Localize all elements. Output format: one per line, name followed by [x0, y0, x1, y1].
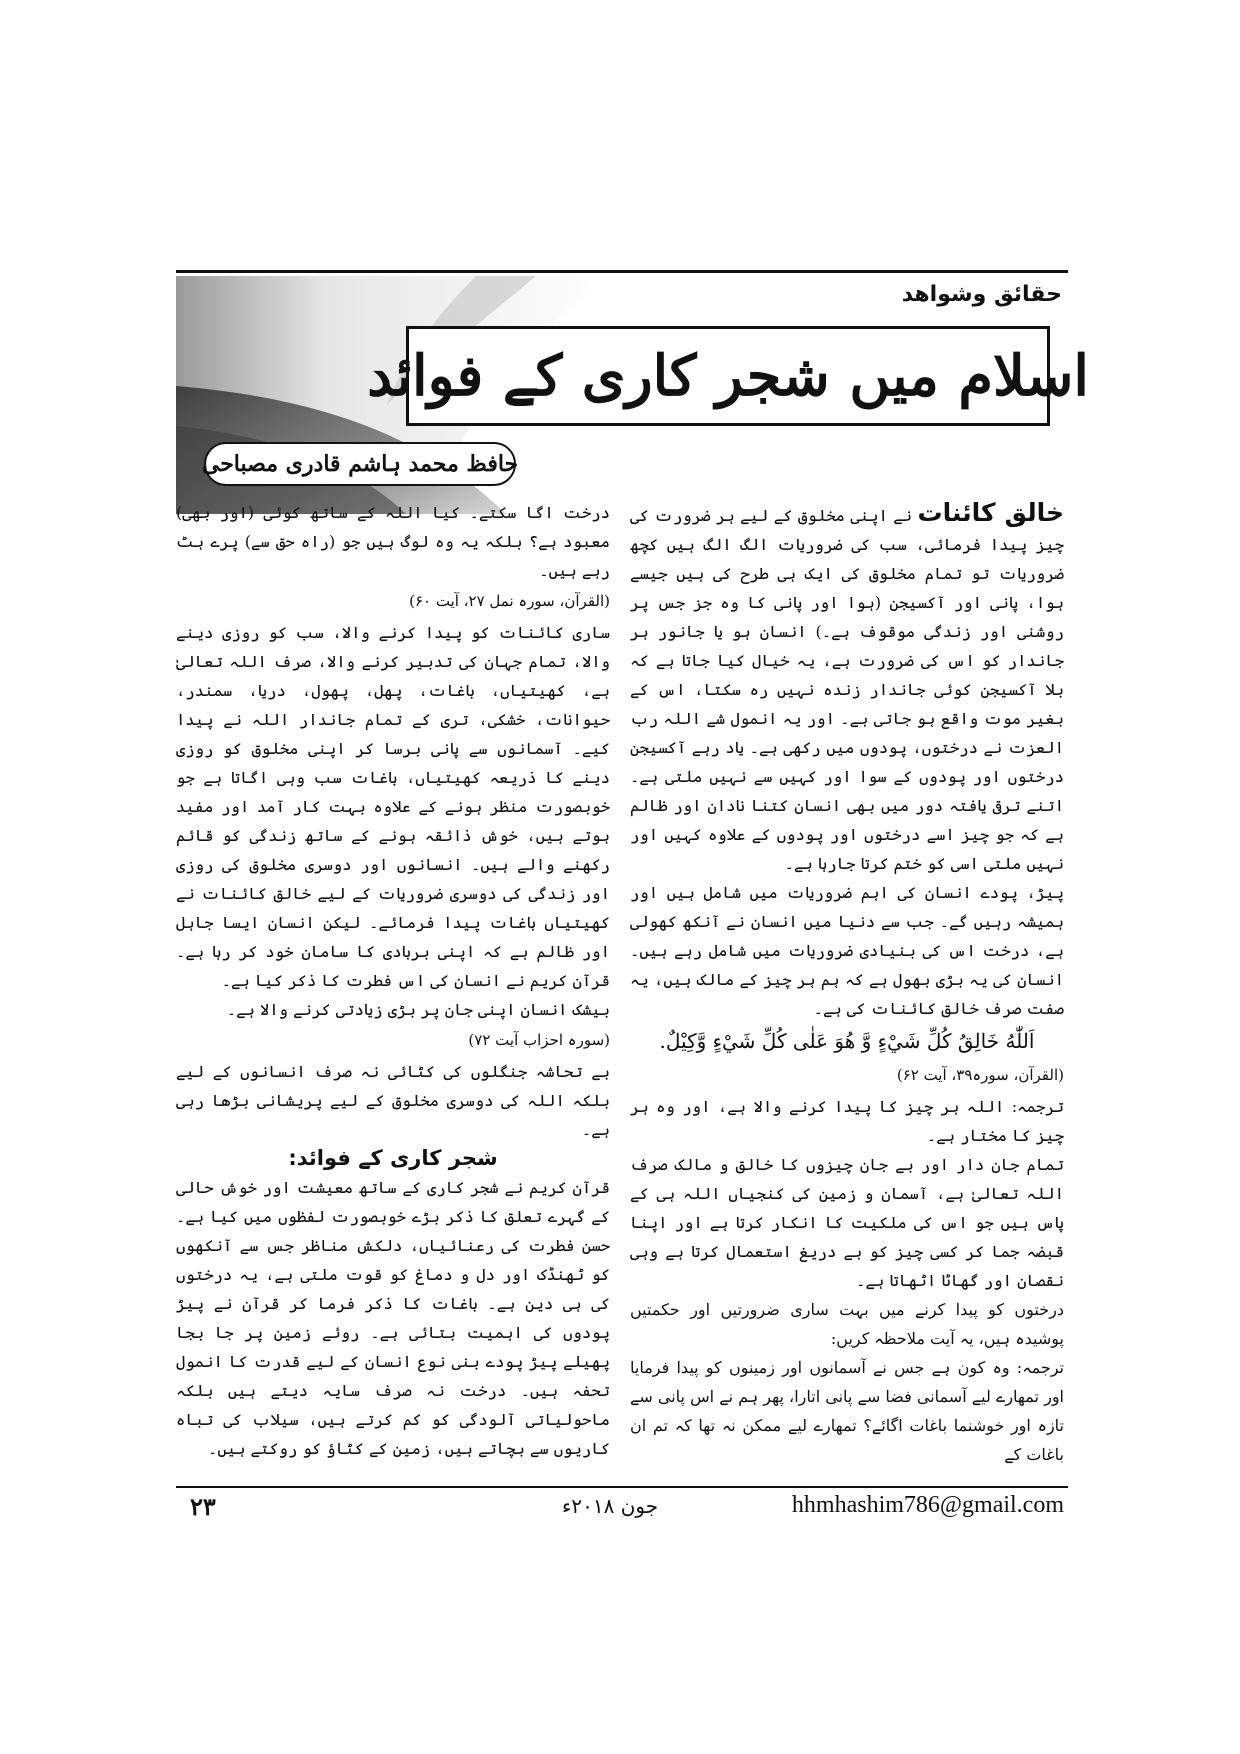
- title-box: [367, 326, 1089, 426]
- header-rule: [176, 270, 1068, 273]
- reference: (سورہ احزاب آیت ۷۲): [468, 1031, 610, 1049]
- paragraph: بیشک انسان اپنی جان پر بڑی زیادتی کرنے والا ہے۔: [226, 1000, 610, 1019]
- paragraph: ترجمہ: اللہ ہر چیز کا پیدا کرنے والا ہے، اور وہ ہر چیز کا مختار ہے۔: [630, 1097, 1064, 1145]
- author-badge: [201, 442, 519, 486]
- reference: (القرآن، سورہ۳۹، آیت ۶۲): [896, 1066, 1064, 1084]
- paragraph: ساری کائنات کو پیدا کرنے والا، سب کو روزی دینے والا، تمام جہان کی تدبیر کرنے والا، صرف اللہ تعالیٰ ہے، کھیتیاں، باغات، پھل، پھول، دریا، سمندر، حیوانات، خشکی، تری کے تمام جاندار اللہ نے پیدا کیے۔ آسمانوں سے پانی برسا کر اپنی مخلوق کو روزی دینے کا ذریعہ کھیتیاں، باغات سب وہی اگاتا ہے جو خوبصورت منظر ہونے کے علاوہ بہت کار آمد اور مفید ہوتے ہیں، خوش ذائقہ ہونے کے ساتھ زندگی کو قائم رکھنے والے ہیں۔ انسانوں اور دوسری مخلوق کی روزی اور زندگی کی دوسری ضروریات کے لیے خالق کائنات نے کھیتیاں باغات پیدا فرمائے۔ لیکن انسان ایسا جاہل اور ظالم ہے کہ اپنی بربادی کا سامان خود کر رہا ہے۔ قرآن کریم نے انسان کی اس فطرت کا ذکر کیا ہے۔: [176, 623, 610, 990]
- article-title: اسلام میں شجر کاری کے فوائد: [367, 343, 1089, 409]
- paragraph: تمام جان دار اور بے جان چیزوں کا خالق و مالک صرف اللہ تعالیٰ ہے، آسمان و زمین کی کنجیاں اللہ ہی کے پاس ہیں جو اس کی ملکیت کا انکار کرتا ہے اور اپنا قبضہ جما کر کسی چیز کو بے دریغ استعمال کرتا ہے وہی نقصان اور گھاٹا اٹھاتا ہے۔: [630, 1155, 1064, 1290]
- paragraph: پیڑ، پودے انسان کی اہم ضروریات میں شامل ہیں اور ہمیشہ رہیں گے۔ جب سے دنیا میں انسان نے آنکھ کھولی ہے، درخت اس کی بنیادی ضروریات میں شامل رہے ہیں۔ انسان کی یہ بڑی بھول ہے کہ ہم ہر چیز کے مالک ہیں، یہ صفت صرف خالق کائنات کی ہے۔: [630, 883, 1064, 1018]
- subheading: شجر کاری کے فوائد:: [288, 1146, 498, 1170]
- quran-verse: اَللّٰهُ خَالِقُ كُلِّ شَيْءٍ وَّ هُوَ عَلٰى كُلِّ شَيْءٍ وَّكِيْلٌ.: [659, 1029, 1035, 1053]
- paragraph-text: نے اپنی مخلوق کے لیے ہر ضرورت کی چیز پیدا فرمائی، سب کی ضروریات الگ الگ ہیں کچھ ضروریات تو تمام مخلوق کی ایک ہی طرح کی ہیں جیسے ہوا، پانی اور آکسیجن (ہوا اور پانی کا وہ جز جس پر روشنی اور زندگی موقوف ہے۔) انسان ہو یا جانور ہر جاندار کو اس کی ضرورت ہے، یہ خیال کیا جاتا ہے کہ بلا آکسیجن کوئی جاندار زندہ نہیں رہ سکتا، اس کے بغیر موت واقع ہو جاتی ہے۔ اور یہ انمول شے اللہ رب العزت نے درختوں، پودوں میں رکھی ہے۔ یاد رہے آکسیجن درختوں اور پودوں کے سوا اور کہیں سے نہیں ملتی ہے۔ اتنے ترقی یافتہ دور میں بھی انسان کتنا نادان اور ظالم ہے کہ جو چیز اسے درختوں اور پودوں کے علاوہ کہیں اور نہیں ملتی اسی کو ختم کرتا جارہا ہے۔: [630, 506, 1065, 873]
- footer-rule: [176, 1486, 1068, 1488]
- right-column: [630, 498, 1064, 1469]
- section-tag: حقائق وشواهد: [901, 282, 1062, 307]
- author-name: حافظ محمد ہاشم قادری مصباحی: [201, 451, 519, 477]
- paragraph: درختوں کو پیدا کرنے میں بہت ساری ضرورتیں اور حکمتیں پوشیدہ ہیں، یہ آیت ملاحظہ کریں:: [630, 1300, 1064, 1348]
- left-column: [176, 498, 610, 1463]
- lead-word: خالق کائنات: [917, 498, 1064, 527]
- page-number: ۲۳: [190, 1492, 216, 1521]
- footer-email: hhmhashim786@gmail.com: [791, 1492, 1064, 1518]
- paragraph: بے تحاشہ جنگلوں کی کٹائی نہ صرف انسانوں کے لیے بلکہ اللہ کی دوسری مخلوق کے لیے پریشانی بڑھا رہی ہے۔: [176, 1062, 610, 1139]
- paragraph: قرآن کریم نے شجر کاری کے ساتھ معیشت اور خوش حالی کے گہرے تعلق کا ذکر بڑے خوبصورت لفظوں میں کیا ہے۔ حسن فطرت کی رعنائیاں، دلکش مناظر جس سے آنکھوں کو ٹھنڈک اور دل و دماغ کو قوت ملتی ہے، یہ درختوں کی ہی دین ہے۔ باغات کا ذکر فرما کر قرآن نے پیڑ پودوں کی اہمیت بتائی ہے۔ روئے زمین پر جا بجا پھیلے پیڑ پودے بنی نوع انسان کے لیے قدرت کا انمول تحفہ ہیں۔ درخت نہ صرف سایہ دیتے ہیں بلکہ ماحولیاتی آلودگی کو کم کرتے ہیں، سیلاب کی تباہ کاریوں سے بچاتے ہیں، زمین کے کٹاؤ کو روکتے ہیں۔: [176, 1178, 610, 1458]
- paragraph: ترجمہ: وہ کون ہے جس نے آسمانوں اور زمینوں کو پیدا فرمایا اور تمھارے لیے آسمانی فضا سے پانی اتارا، پھر ہم نے اس پانی سے تازہ اور خوشنما باغات اگائے؟ تمھارے لیے ممکن نہ تھا کہ تم ان باغات کے: [630, 1358, 1064, 1464]
- footer-date: جون ۲۰۱۸ء: [562, 1494, 659, 1518]
- reference: (القرآن، سورہ نمل ۲۷، آیت ۶۰): [409, 592, 610, 610]
- paragraph: [630, 498, 1064, 878]
- paragraph: درخت اگا سکتے۔ کیا اللہ کے ساتھ کوئی (اور بھی) معبود ہے؟ بلکہ یہ وہ لوگ ہیں جو (راہ حق سے) پرے ہٹ رہے ہیں۔: [176, 503, 610, 580]
